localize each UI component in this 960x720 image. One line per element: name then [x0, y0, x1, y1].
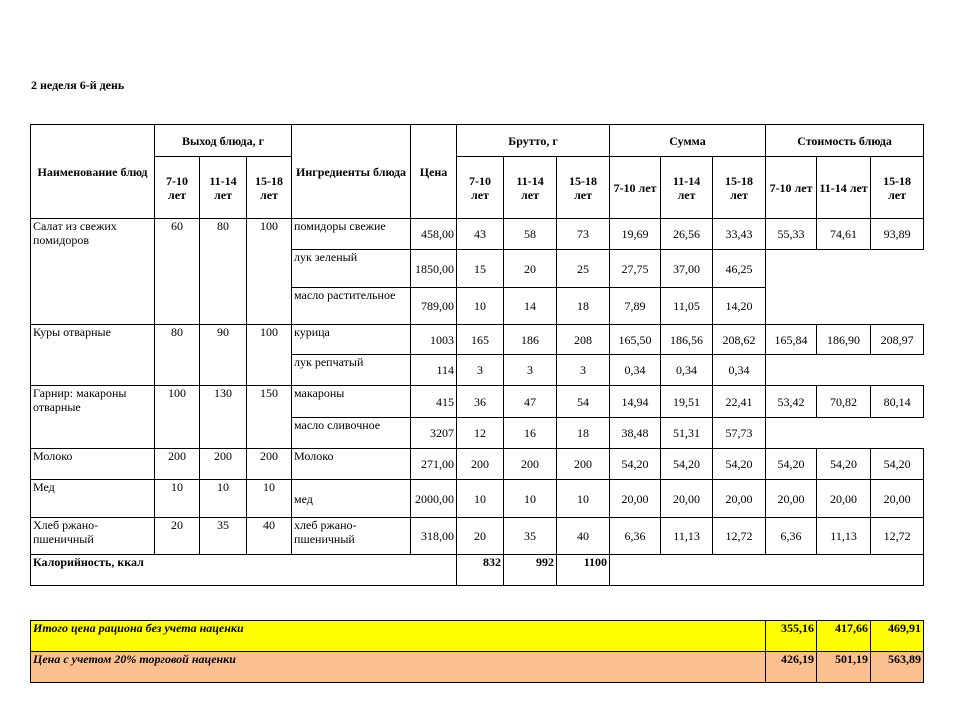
price-value: 3207 [411, 418, 457, 449]
dish-name: Хлеб ржано-пшеничный [31, 518, 155, 555]
sum-value: 46,25 [713, 250, 766, 288]
yield-value: 35 [200, 518, 247, 555]
ingredient-name: масло растительное [292, 288, 411, 325]
menu-table [30, 124, 924, 586]
price-value: 114 [411, 355, 457, 386]
brutto-value: 200 [504, 449, 557, 480]
cost-value: 12,72 [871, 518, 924, 555]
brutto-value: 40 [557, 518, 610, 555]
brutto-value: 35 [504, 518, 557, 555]
brutto-value: 20 [457, 518, 504, 555]
sum-value: 0,34 [610, 355, 661, 386]
yield-value: 100 [247, 219, 292, 325]
yield-value: 20 [155, 518, 200, 555]
yield-value: 200 [247, 449, 292, 480]
yield-value: 100 [247, 325, 292, 386]
yield-value: 60 [155, 219, 200, 325]
total-value: 426,19 [766, 652, 817, 683]
cost-value: 54,20 [817, 449, 871, 480]
sum-value: 7,89 [610, 288, 661, 325]
dish-name: Гарнир: макароны отварные [31, 386, 155, 449]
sum-value: 0,34 [661, 355, 713, 386]
yield-value: 80 [155, 325, 200, 386]
cost-value: 55,33 [766, 219, 817, 250]
brutto-value: 200 [557, 449, 610, 480]
cost-value: 20,00 [871, 480, 924, 518]
header-cost: Стоимость блюда [766, 125, 924, 157]
brutto-value: 16 [504, 418, 557, 449]
sum-value: 33,43 [713, 219, 766, 250]
empty-cell [766, 355, 924, 386]
price-value: 1003 [411, 325, 457, 355]
brutto-value: 73 [557, 219, 610, 250]
sum-value: 6,36 [610, 518, 661, 555]
age-header: 11-14 лет [504, 157, 557, 219]
total-with-markup-label: Цена с учетом 20% торговой наценки [31, 652, 766, 683]
price-value: 458,00 [411, 219, 457, 250]
brutto-value: 54 [557, 386, 610, 418]
age-header: 11-14 лет [661, 157, 713, 219]
sum-value: 19,69 [610, 219, 661, 250]
total-with-markup-row [31, 652, 924, 683]
sum-value: 54,20 [661, 449, 713, 480]
cost-value: 20,00 [817, 480, 871, 518]
sum-value: 208,62 [713, 325, 766, 355]
brutto-value: 15 [457, 250, 504, 288]
total-value: 563,89 [871, 652, 924, 683]
empty-cell [766, 418, 924, 449]
sum-value: 14,94 [610, 386, 661, 418]
yield-value: 130 [200, 386, 247, 449]
sum-value: 14,20 [713, 288, 766, 325]
calories-value: 992 [504, 555, 557, 586]
ingredient-name: макароны [292, 386, 411, 418]
ingredient-name: лук репчатый [292, 355, 411, 386]
brutto-value: 208 [557, 325, 610, 355]
cost-value: 186,90 [817, 325, 871, 355]
price-value: 271,00 [411, 449, 457, 480]
age-header: 15-18 лет [713, 157, 766, 219]
yield-value: 40 [247, 518, 292, 555]
brutto-value: 25 [557, 250, 610, 288]
brutto-value: 12 [457, 418, 504, 449]
header-price: Цена [411, 125, 457, 219]
brutto-value: 20 [504, 250, 557, 288]
brutto-value: 47 [504, 386, 557, 418]
age-header: 15-18 лет [871, 157, 924, 219]
calories-value: 832 [457, 555, 504, 586]
yield-value: 90 [200, 325, 247, 386]
yield-value: 200 [200, 449, 247, 480]
sum-value: 37,00 [661, 250, 713, 288]
brutto-value: 10 [457, 480, 504, 518]
cost-value: 6,36 [766, 518, 817, 555]
sum-value: 186,56 [661, 325, 713, 355]
yield-value: 200 [155, 449, 200, 480]
brutto-value: 14 [504, 288, 557, 325]
cost-value: 54,20 [766, 449, 817, 480]
total-value: 501,19 [817, 652, 871, 683]
sum-value: 11,13 [661, 518, 713, 555]
ingredient-name: курица [292, 325, 411, 355]
sum-value: 27,75 [610, 250, 661, 288]
ingredient-name: лук зеленый [292, 250, 411, 288]
empty-cell [610, 555, 924, 586]
yield-value: 10 [155, 480, 200, 518]
dish-name: Салат из свежих помидоров [31, 219, 155, 325]
ingredient-name: хлеб ржано-пшеничный [292, 518, 411, 555]
age-header: 11-14 лет [817, 157, 871, 219]
sum-value: 51,31 [661, 418, 713, 449]
cost-value: 11,13 [817, 518, 871, 555]
sum-value: 26,56 [661, 219, 713, 250]
cost-value: 20,00 [766, 480, 817, 518]
price-value: 2000,00 [411, 480, 457, 518]
age-header: 7-10 лет [766, 157, 817, 219]
calories-value: 1100 [557, 555, 610, 586]
brutto-value: 3 [457, 355, 504, 386]
cost-value: 53,42 [766, 386, 817, 418]
age-header: 11-14 лет [200, 157, 247, 219]
cost-value: 80,14 [871, 386, 924, 418]
sum-value: 12,72 [713, 518, 766, 555]
age-header: 15-18 лет [247, 157, 292, 219]
total-without-markup-row [31, 621, 924, 652]
price-value: 415 [411, 386, 457, 418]
sum-value: 20,00 [713, 480, 766, 518]
cost-value: 93,89 [871, 219, 924, 250]
brutto-value: 18 [557, 288, 610, 325]
brutto-value: 58 [504, 219, 557, 250]
sum-value: 0,34 [713, 355, 766, 386]
cost-value: 70,82 [817, 386, 871, 418]
brutto-value: 200 [457, 449, 504, 480]
sum-value: 19,51 [661, 386, 713, 418]
empty-cell [766, 250, 924, 325]
calories-label: Калорийность, ккал [31, 555, 457, 586]
sum-value: 57,73 [713, 418, 766, 449]
ingredient-name: Молоко [292, 449, 411, 480]
price-value: 1850,00 [411, 250, 457, 288]
total-without-markup-label: Итого цена рациона без учета наценки [31, 621, 766, 652]
header-yield: Выход блюда, г [155, 125, 292, 157]
yield-value: 80 [200, 219, 247, 325]
yield-value: 100 [155, 386, 200, 449]
header-dish-name: Наименование блюд [31, 125, 155, 219]
dish-name: Мед [31, 480, 155, 518]
cost-value: 208,97 [871, 325, 924, 355]
sum-value: 22,41 [713, 386, 766, 418]
totals-table [30, 620, 924, 683]
total-value: 355,16 [766, 621, 817, 652]
age-header: 7-10 лет [457, 157, 504, 219]
brutto-value: 10 [557, 480, 610, 518]
sum-value: 165,50 [610, 325, 661, 355]
cost-value: 54,20 [871, 449, 924, 480]
yield-value: 10 [200, 480, 247, 518]
sum-value: 54,20 [610, 449, 661, 480]
cost-value: 165,84 [766, 325, 817, 355]
ingredient-name: помидоры свежие [292, 219, 411, 250]
header-brutto: Брутто, г [457, 125, 610, 157]
sum-value: 54,20 [713, 449, 766, 480]
brutto-value: 10 [504, 480, 557, 518]
total-value: 417,66 [817, 621, 871, 652]
brutto-value: 18 [557, 418, 610, 449]
age-header: 15-18 лет [557, 157, 610, 219]
ingredient-name: мед [292, 480, 411, 518]
sum-value: 38,48 [610, 418, 661, 449]
brutto-value: 10 [457, 288, 504, 325]
brutto-value: 43 [457, 219, 504, 250]
page-title: 2 неделя 6-й день [31, 78, 125, 92]
header-sum: Сумма [610, 125, 766, 157]
yield-value: 150 [247, 386, 292, 449]
brutto-value: 36 [457, 386, 504, 418]
ingredient-name: масло сливочное [292, 418, 411, 449]
brutto-value: 3 [504, 355, 557, 386]
dish-name: Молоко [31, 449, 155, 480]
dish-name: Куры отварные [31, 325, 155, 386]
price-value: 789,00 [411, 288, 457, 325]
sum-value: 20,00 [610, 480, 661, 518]
sum-value: 20,00 [661, 480, 713, 518]
price-value: 318,00 [411, 518, 457, 555]
age-header: 7-10 лет [155, 157, 200, 219]
brutto-value: 186 [504, 325, 557, 355]
brutto-value: 3 [557, 355, 610, 386]
header-ingredients: Ингредиенты блюда [292, 125, 411, 219]
cost-value: 74,61 [817, 219, 871, 250]
age-header: 7-10 лет [610, 157, 661, 219]
yield-value: 10 [247, 480, 292, 518]
brutto-value: 165 [457, 325, 504, 355]
sum-value: 11,05 [661, 288, 713, 325]
total-value: 469,91 [871, 621, 924, 652]
